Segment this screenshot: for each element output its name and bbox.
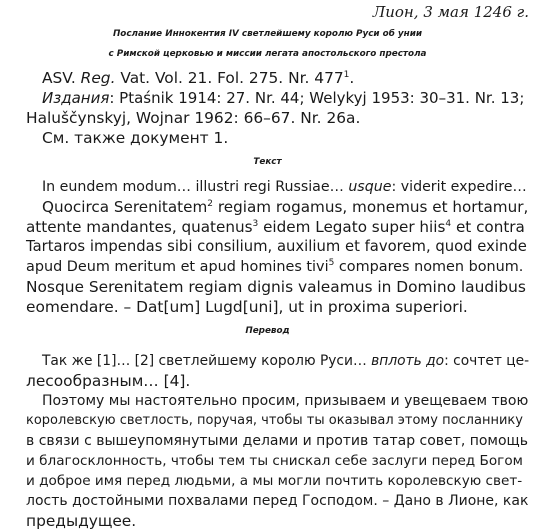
document-title-line-2: с Римской церковью и миссии легата апостольского престола	[108, 49, 427, 59]
latin-line-3: attente mandantes, quatenus$^3$ eidem Legato super hiis$^4$ et contra	[26, 218, 525, 236]
translation-line-6: и благосклонность, чтобы тем ты снискал себе заслуги перед Богом	[26, 453, 523, 469]
footnote-mark: 1	[343, 70, 350, 80]
editions-label: Издания	[42, 89, 110, 107]
latin-line-7: eomendare. – Dat[um] Lugd[uni], ut in proxima superiori.	[26, 298, 468, 316]
translation-line-8: лость достойными похвалами перед Господом. – Дано в Лионе, как	[26, 493, 529, 509]
footnote-mark: 2	[207, 199, 214, 209]
document-date: Лион, 3 мая 1246 г.	[372, 3, 529, 21]
source-asv: ASV.	[42, 69, 81, 87]
latin-line-1: In eundem modum… illustri regi Russiae… usque: viderit expedire…	[42, 179, 527, 195]
latin-line-4: Tartaros impendas sibi consilium, auxilium et favorem, quod exinde	[26, 238, 527, 255]
footnote-mark: 3	[252, 219, 259, 229]
source-editions-cont: Haluščynskyj, Wojnar 1962: 66–67. Nr. 26a.	[26, 109, 361, 127]
translation-line-7: и доброе имя перед людьми, а мы могли почтить королевскую свет-	[26, 473, 523, 489]
document-title-line-1: Послание Иннокентия IV светлейшему королю Руси об унии	[112, 29, 423, 39]
source-archive	[42, 68, 354, 88]
latin-line-6: Nosque Serenitatem regiam dignis valeamus in Domino laudibus	[26, 278, 526, 296]
translation-line-4: королевскую светлость, поручая, чтобы ты оказывал этому посланнику	[26, 413, 523, 428]
translation-line-3: Поэтому мы настоятельно просим, призываем и увещеваем твою	[42, 393, 529, 409]
source-reg: Reg.	[80, 69, 116, 87]
footnote-mark: 5	[328, 258, 335, 268]
see-also-note: См. также документ 1.	[42, 129, 229, 147]
section-heading-translation: Перевод	[245, 326, 290, 336]
source-editions	[42, 88, 524, 108]
section-heading-text: Текст	[253, 157, 282, 167]
latin-line-5: apud Deum meritum et apud homines tivi$^5$ compares nomen bonum.	[26, 258, 524, 275]
footnote-mark: 4	[445, 219, 452, 229]
source-asv-end: .	[349, 69, 355, 87]
source-asv-ref: Vat. Vol. 21. Fol. 275. Nr. 477	[115, 69, 344, 87]
latin-line-2: Quocirca Serenitatem$^2$ regiam rogamus, monemus et hortamur,	[42, 198, 529, 216]
translation-line-9: предыдущее.	[26, 512, 137, 530]
editions-text: : Ptaśnik 1914: 27. Nr. 44; Welykyj 1953: 30–31. Nr. 13;	[109, 89, 525, 107]
translation-line-5: в связи с вышеупомянутыми делами и против татар совет, помощь	[26, 433, 528, 449]
translation-line-1: Так же [1]… [2] светлейшему королю Руси… вплоть до: сочтет це-	[42, 353, 530, 369]
translation-line-2: лесообразным… [4].	[26, 372, 191, 390]
